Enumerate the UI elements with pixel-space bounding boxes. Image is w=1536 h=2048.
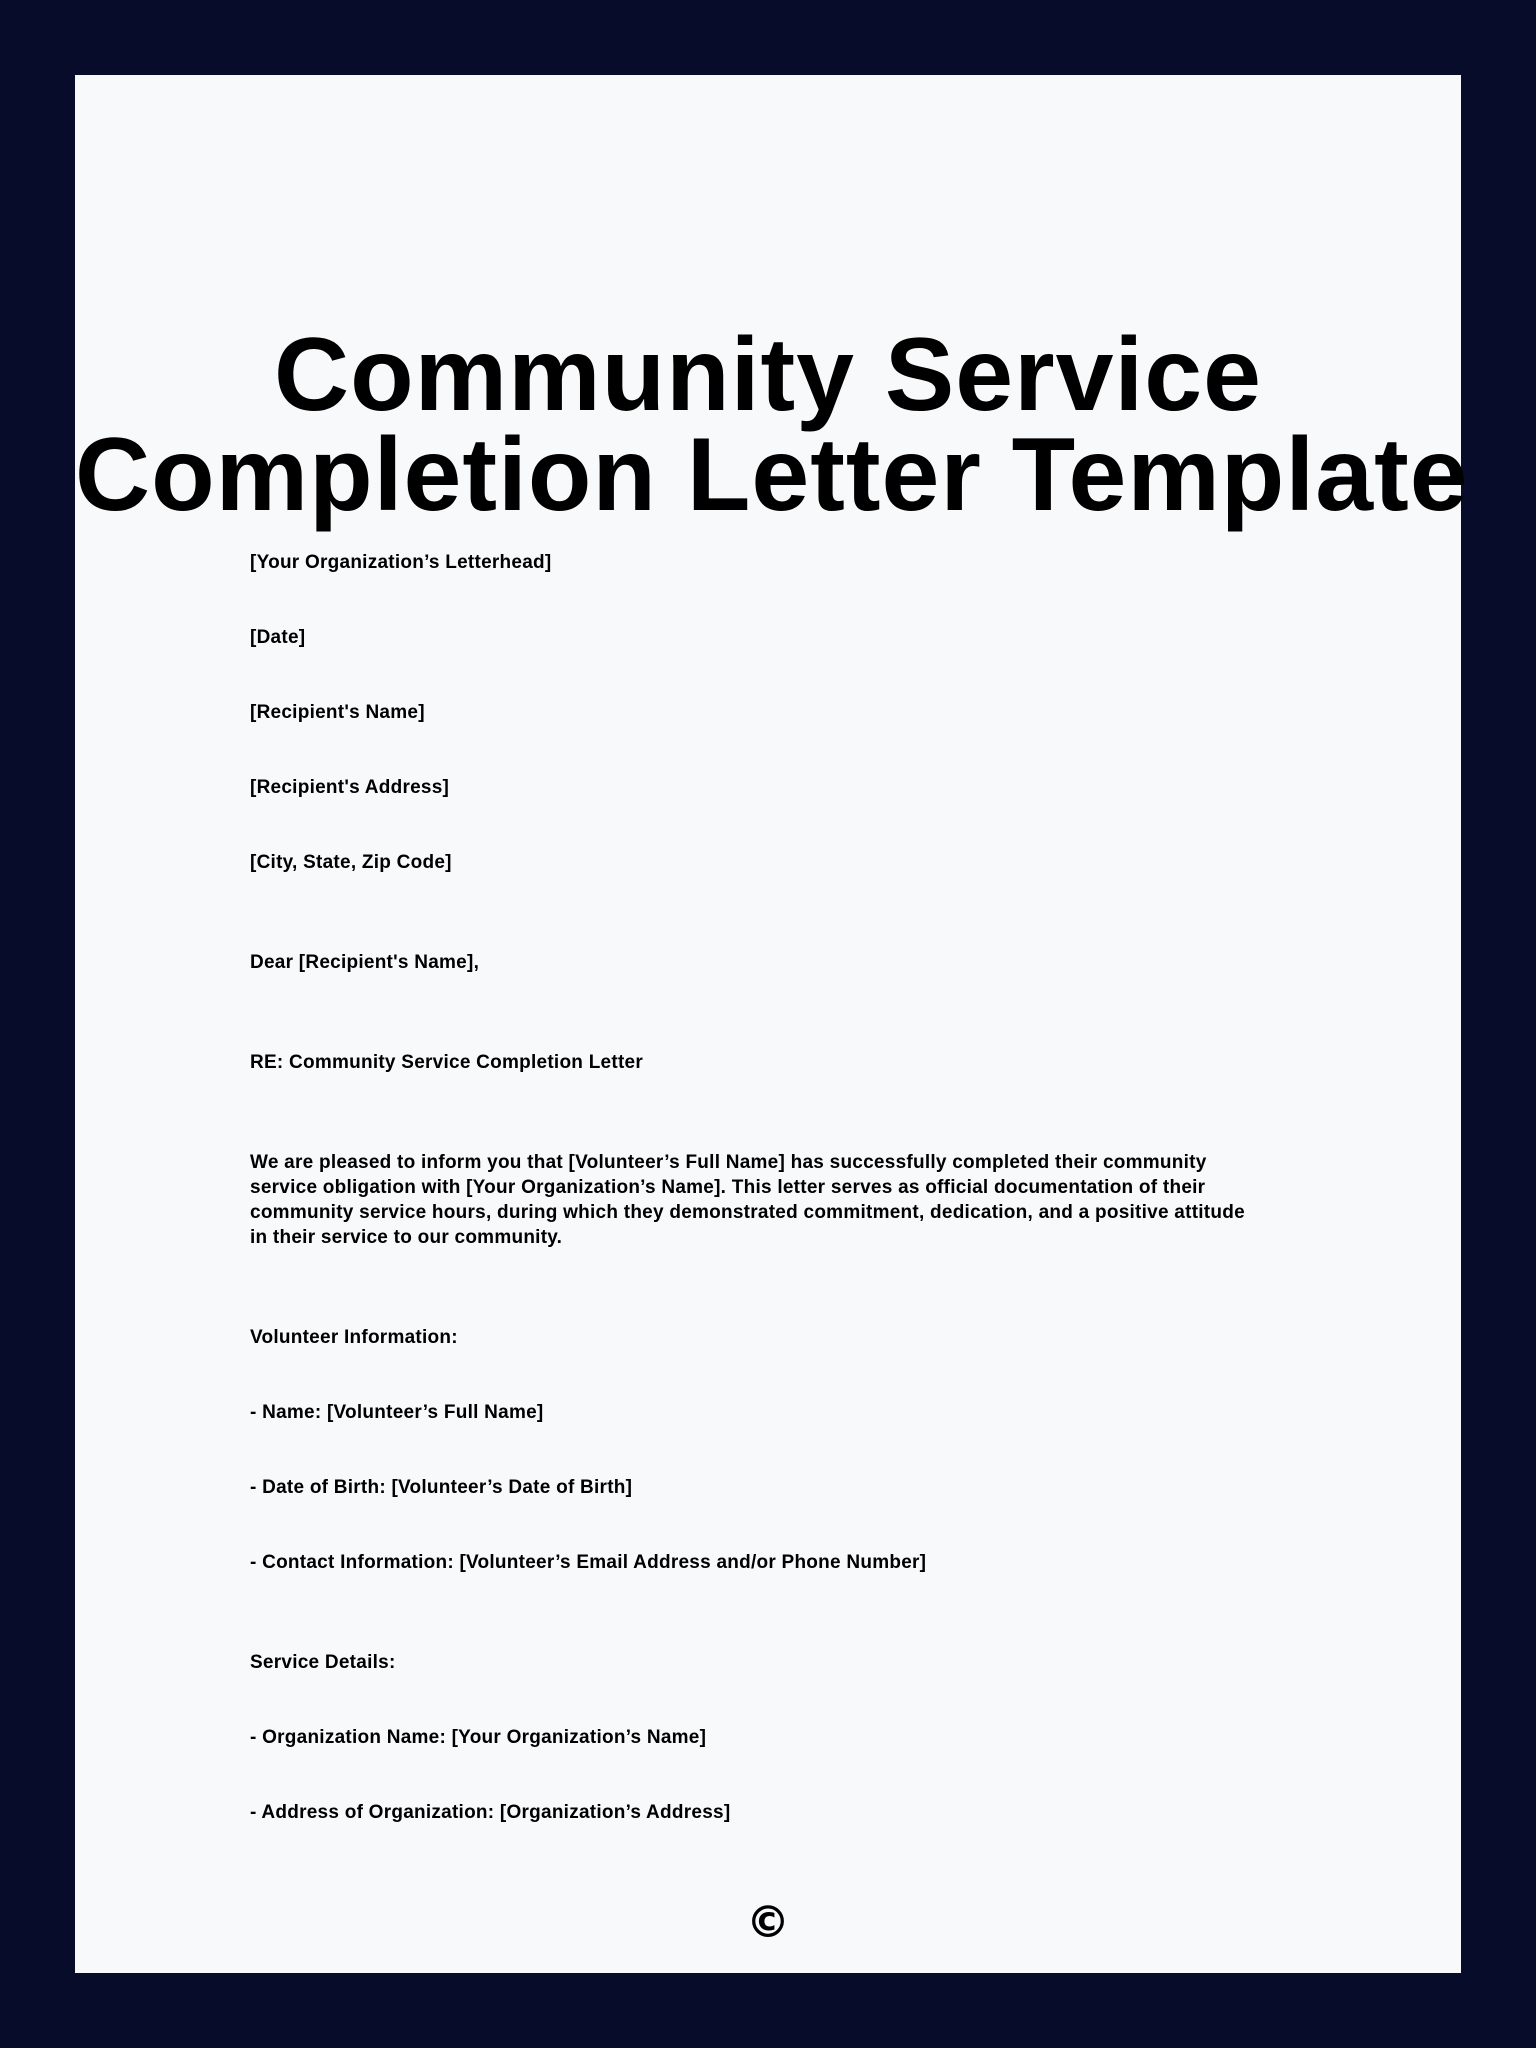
- title-line-1: Community Service: [274, 317, 1262, 433]
- letterhead-placeholder: [Your Organization’s Letterhead]: [250, 552, 552, 573]
- organization-address-item: - Address of Organization: [Organization’s Address]: [250, 1802, 731, 1823]
- salutation: Dear [Recipient's Name],: [250, 952, 480, 973]
- intro-line-3: community service hours, during which they demonstrated commitment, dedication, and a positive attitude: [250, 1202, 1245, 1223]
- recipient-name-placeholder: [Recipient's Name]: [250, 702, 425, 723]
- copyright-icon: ©: [746, 1897, 790, 1948]
- intro-paragraph: [250, 1150, 1350, 1250]
- volunteer-info-heading: Volunteer Information:: [250, 1327, 458, 1348]
- volunteer-name-item: - Name: [Volunteer’s Full Name]: [250, 1402, 544, 1423]
- date-placeholder: [Date]: [250, 627, 306, 648]
- recipient-address-placeholder: [Recipient's Address]: [250, 777, 450, 798]
- document-page: [75, 75, 1469, 1973]
- service-details-heading: Service Details:: [250, 1652, 396, 1673]
- volunteer-contact-item: - Contact Information: [Volunteer’s Email Address and/or Phone Number]: [250, 1552, 927, 1573]
- intro-line-2: service obligation with [Your Organization’s Name]. This letter serves as official documentation of their: [250, 1177, 1206, 1198]
- subject-line: RE: Community Service Completion Letter: [250, 1052, 643, 1073]
- intro-line-4: in their service to our community.: [250, 1227, 563, 1248]
- page-title: [75, 317, 1469, 533]
- city-state-zip-placeholder: [City, State, Zip Code]: [250, 852, 452, 873]
- volunteer-dob-item: - Date of Birth: [Volunteer’s Date of Birth]: [250, 1477, 633, 1498]
- intro-line-1: We are pleased to inform you that [Volunteer’s Full Name] has successfully completed their community: [250, 1152, 1207, 1173]
- title-line-2: Completion Letter Template: [75, 417, 1469, 533]
- organization-name-item: - Organization Name: [Your Organization’s Name]: [250, 1727, 707, 1748]
